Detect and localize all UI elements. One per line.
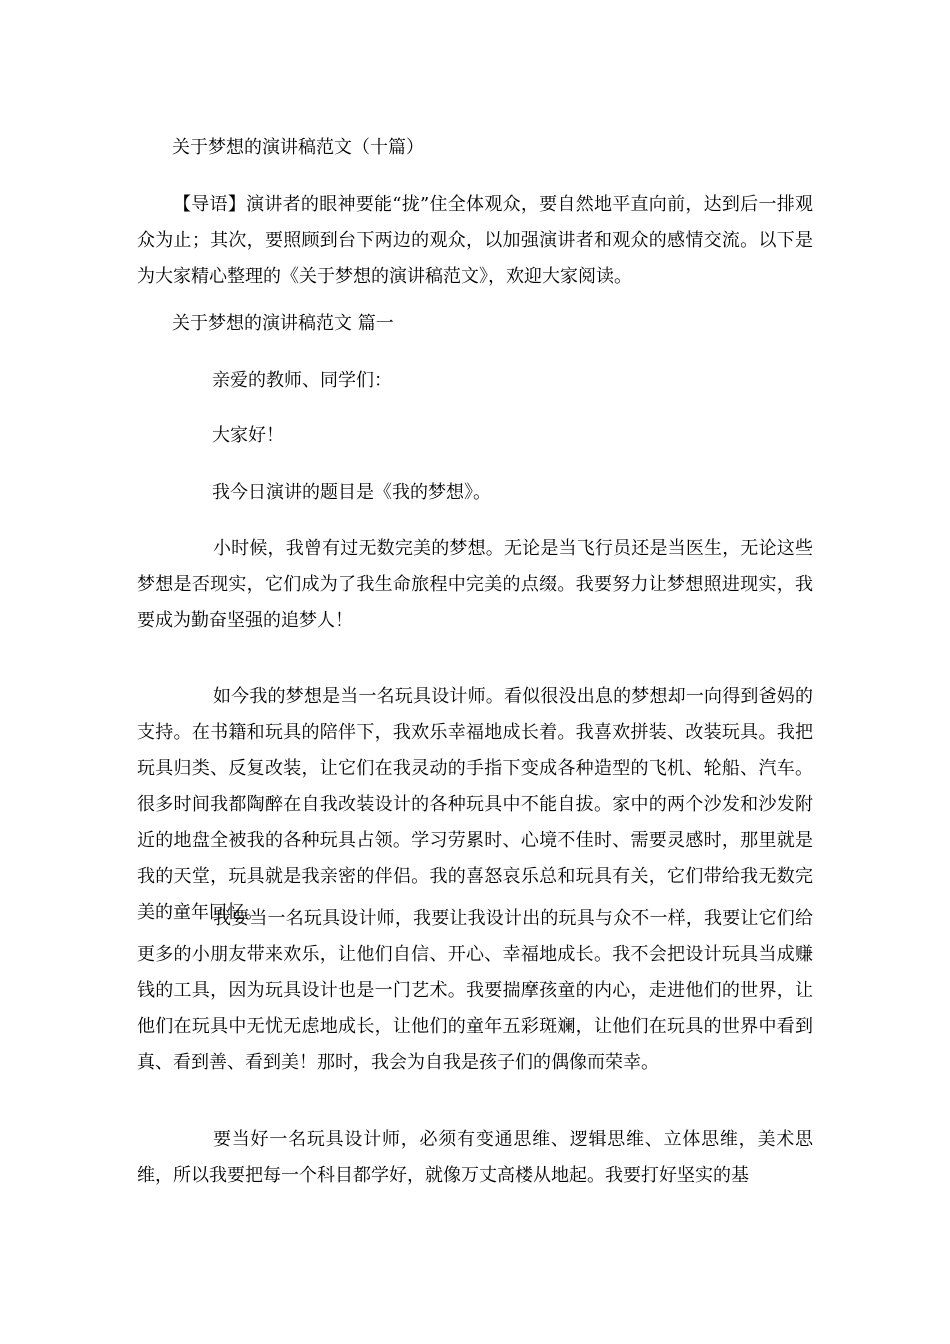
document-title: 关于梦想的演讲稿范文（十篇） (172, 137, 424, 158)
topic-line: 我今日演讲的题目是《我的梦想》。 (212, 482, 491, 503)
body-paragraph-2: 如今我的梦想是当一名玩具设计师。看似很没出息的梦想却一向得到爸妈的支持。在书籍和玩具的陪伴下，我欢乐幸福地成长着。我喜欢拼装、改装玩具。我把玩具归类、反复改装，让它们在我灵动的手指下变成各种造型的飞机、轮船、汽车。很多时间我都陶醉在自我改装设计的各种玩具中不能自拔。家中的两个沙发和沙发附近的地盘全被我的各种玩具占领。学习劳累时、心境不佳时、需要灵感时，那里就是我的天堂，玩具就是我亲密的伴侣。我的喜怒哀乐总和玩具有关，它们带给我无数完美的童年回忆。 (137, 686, 813, 923)
intro-paragraph: 【导语】演讲者的眼神要能“拢”住全体观众，要自然地平直向前，达到后一排观众为止；其次，要照顾到台下两边的观众，以加强演讲者和观众的感情交流。以下是为大家精心整理的《关于梦想的演讲稿范文》，欢迎大家阅读。 (137, 194, 813, 287)
body-paragraph-3: 我要当一名玩具设计师，我要让我设计出的玩具与众不一样，我要让它们给更多的小朋友带来欢乐，让他们自信、开心、幸福地成长。我不会把设计玩具当成赚钱的工具，因为玩具设计也是一门艺术。我要揣摩孩童的内心，走进他们的世界，让他们在玩具中无忧无虑地成长，让他们的童年五彩斑斓，让他们在玩具的世界中看到真、看到善、看到美！那时，我会为自我是孩子们的偶像而荣幸。 (137, 908, 813, 1073)
section-heading: 关于梦想的演讲稿范文 篇一 (172, 313, 394, 334)
body-paragraph-1: 小时候，我曾有过无数完美的梦想。无论是当飞行员还是当医生，无论这些梦想是否现实，它们成为了我生命旅程中完美的点缀。我要努力让梦想照进现实，我要成为勤奋坚强的追梦人！ (137, 538, 813, 631)
greeting-line: 亲爱的教师、同学们： (212, 370, 392, 391)
body-paragraph-4: 要当好一名玩具设计师，必须有变通思维、逻辑思维、立体思维，美术思维，所以我要把每一个科目都学好，就像万丈高楼从地起。我要打好坚实的基 (137, 1129, 813, 1186)
hello-line: 大家好！ (212, 425, 284, 446)
